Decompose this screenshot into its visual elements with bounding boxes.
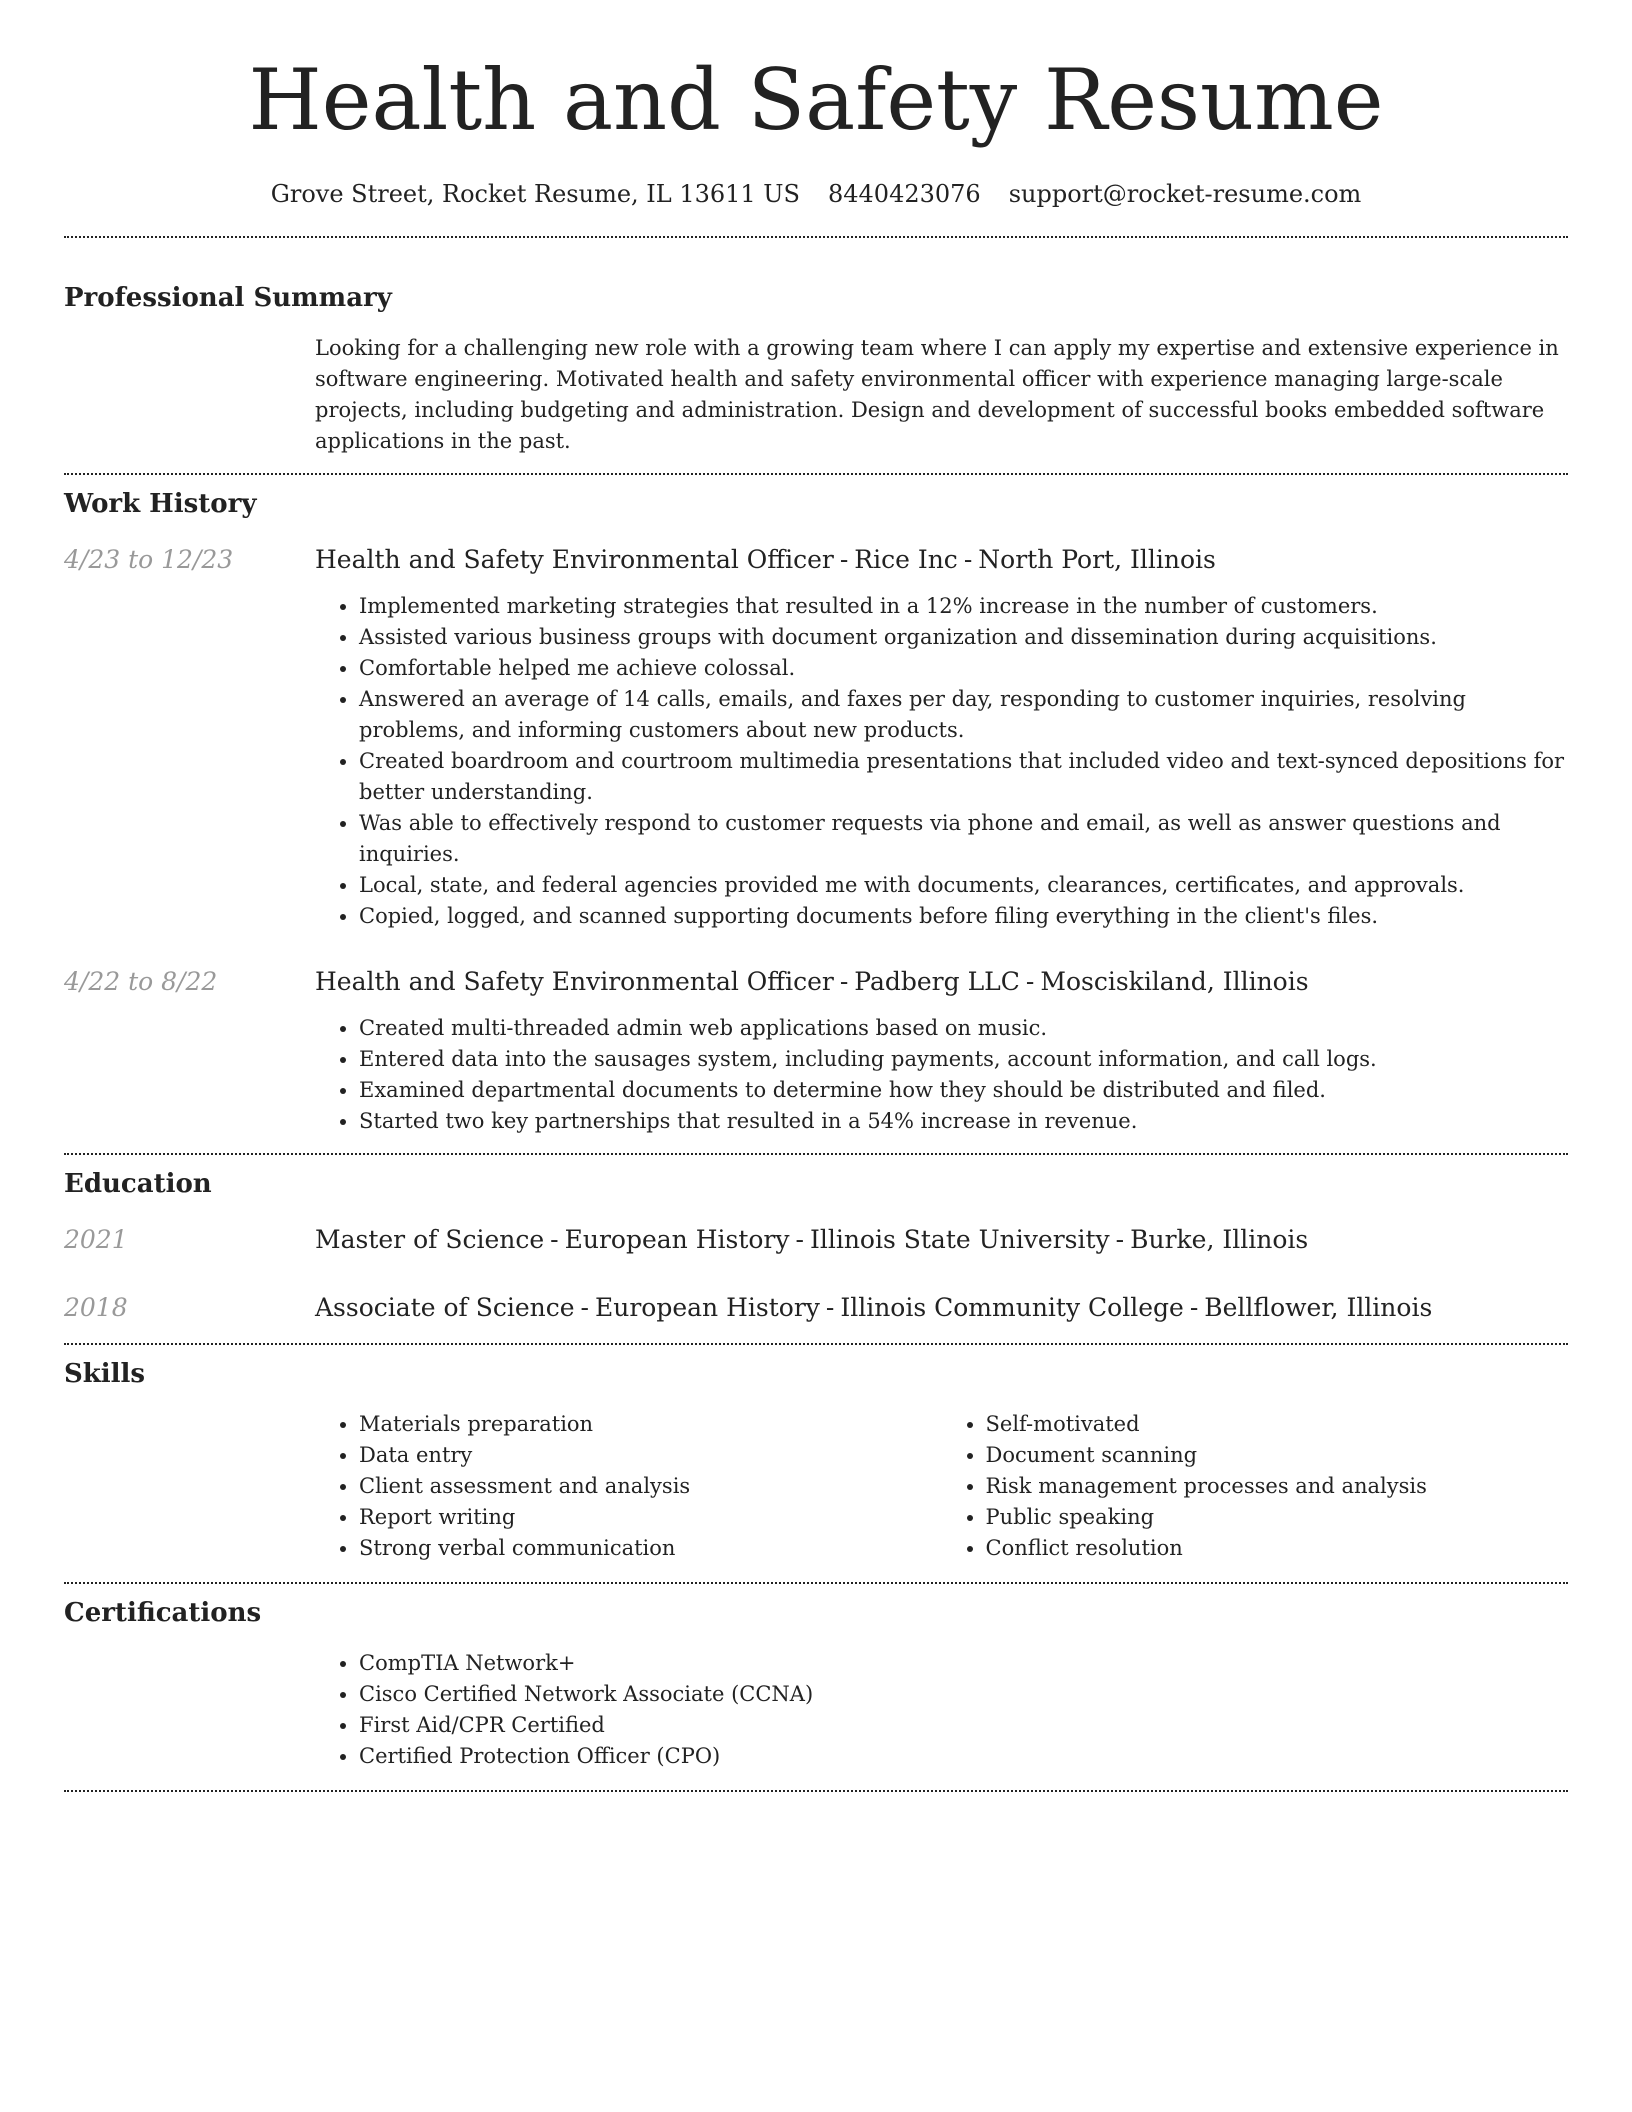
job-position: Health and Safety Environmental Officer [315, 545, 834, 574]
skills-list-left [315, 1409, 942, 1564]
section-title-certifications: Certifications [64, 1598, 262, 1628]
education-year: 2021 [64, 1225, 128, 1254]
divider [64, 473, 1568, 475]
list-item: • Examined departmental documents to determine how they should be distributed and filed. [359, 1075, 1568, 1106]
list-item: • Answered an average of 14 calls, emails, and faxes per day, responding to customer inquiries, resolving problems, and informing customers about new products. [359, 684, 1568, 746]
certifications-section [64, 1596, 1568, 1772]
list-item: • CompTIA Network+ [359, 1648, 1568, 1679]
degree: Master of Science [315, 1225, 545, 1254]
summary-section [64, 281, 1568, 457]
education-entry: 2018 Associate of Science - European History - Illinois Community College - Bellflower, Illinois [64, 1291, 1568, 1325]
section-title-work: Work History [64, 489, 257, 519]
list-item: • First Aid/CPR Certified [359, 1710, 1568, 1741]
divider [64, 236, 1568, 238]
job-location: North Port, Illinois [978, 545, 1216, 574]
list-item: • Client assessment and analysis [359, 1471, 942, 1502]
section-title-skills: Skills [64, 1359, 146, 1389]
job-entry [64, 965, 1568, 1137]
list-item: • Cisco Certified Network Associate (CCNA) [359, 1679, 1568, 1710]
list-item: • Strong verbal communication [359, 1533, 942, 1564]
list-item: • Copied, logged, and scanned supporting documents before filing everything in the client's files. [359, 901, 1568, 932]
resume-page [64, 0, 1568, 1792]
list-item: • Started two key partnerships that resulted in a 54% increase in revenue. [359, 1106, 1568, 1137]
certifications-list [315, 1648, 1568, 1772]
list-item: • Public speaking [986, 1502, 1569, 1533]
skills-section [64, 1357, 1568, 1564]
divider [64, 1153, 1568, 1155]
summary-text: Looking for a challenging new role with a growing team where I can apply my expertise and extensive experience in software engineering. Motivated health and safety environmental officer with experience managing large-scale projects, including budgeting and administration. Design and development of successful books embedded software applications in the past. [315, 336, 1559, 453]
job-heading: Health and Safety Environmental Officer - Padberg LLC - Mosciskiland, Illinois [315, 967, 1309, 996]
list-item: • Was able to effectively respond to customer requests via phone and email, as well as answer questions and inquiries. [359, 808, 1568, 870]
list-item: • Local, state, and federal agencies provided me with documents, clearances, certificates, and approvals. [359, 870, 1568, 901]
email: support@rocket-resume.com [1008, 180, 1362, 208]
list-item: • Created multi-threaded admin web applications based on music. [359, 1013, 1568, 1044]
school: Illinois Community College [840, 1293, 1184, 1322]
job-heading: Health and Safety Environmental Officer - Rice Inc - North Port, Illinois [315, 545, 1216, 574]
education-section [64, 1167, 1568, 1325]
job-dates: 4/22 to 8/22 [64, 967, 218, 996]
list-item: • Implemented marketing strategies that resulted in a 12% increase in the number of customers. [359, 591, 1568, 622]
divider [64, 1582, 1568, 1584]
education-entry: 2021 Master of Science - European History - Illinois State University - Burke, Illinois [64, 1223, 1568, 1257]
list-item: • Materials preparation [359, 1409, 942, 1440]
list-item: • Risk management processes and analysis [986, 1471, 1569, 1502]
phone: 8440423076 [827, 180, 981, 208]
job-company: Padberg LLC [854, 967, 1020, 996]
resume-title: Health and Safety Resume [248, 51, 1384, 149]
list-item: • Assisted various business groups with document organization and dissemination during acquisitions. [359, 622, 1568, 653]
job-position: Health and Safety Environmental Officer [315, 967, 834, 996]
section-title-summary: Professional Summary [64, 283, 392, 313]
skills-list-right [942, 1409, 1569, 1564]
list-item: • Document scanning [986, 1440, 1569, 1471]
divider [64, 1790, 1568, 1792]
school-location: Burke, Illinois [1130, 1225, 1309, 1254]
work-history-section [64, 487, 1568, 1137]
job-company: Rice Inc [854, 545, 958, 574]
section-title-education: Education [64, 1169, 212, 1199]
job-dates: 4/23 to 12/23 [64, 545, 234, 574]
field: European History [594, 1293, 820, 1322]
field: European History [564, 1225, 790, 1254]
job-bullets [315, 591, 1568, 932]
school: Illinois State University [809, 1225, 1110, 1254]
list-item: • Data entry [359, 1440, 942, 1471]
list-item: • Certified Protection Officer (CPO) [359, 1741, 1568, 1772]
contact-line [64, 178, 1568, 210]
list-item: • Self-motivated [986, 1409, 1569, 1440]
list-item: • Report writing [359, 1502, 942, 1533]
degree: Associate of Science [315, 1293, 575, 1322]
job-bullets [315, 1013, 1568, 1137]
list-item: • Comfortable helped me achieve colossal. [359, 653, 1568, 684]
list-item: • Created boardroom and courtroom multimedia presentations that included video and text-synced depositions for better understanding. [359, 746, 1568, 808]
job-location: Mosciskiland, Illinois [1040, 967, 1309, 996]
job-entry [64, 543, 1568, 932]
list-item: • Entered data into the sausages system, including payments, account information, and call logs. [359, 1044, 1568, 1075]
divider [64, 1343, 1568, 1345]
education-year: 2018 [64, 1293, 128, 1322]
school-location: Bellflower, Illinois [1204, 1293, 1433, 1322]
list-item: • Conflict resolution [986, 1533, 1569, 1564]
address: Grove Street, Rocket Resume, IL 13611 US [270, 180, 800, 208]
